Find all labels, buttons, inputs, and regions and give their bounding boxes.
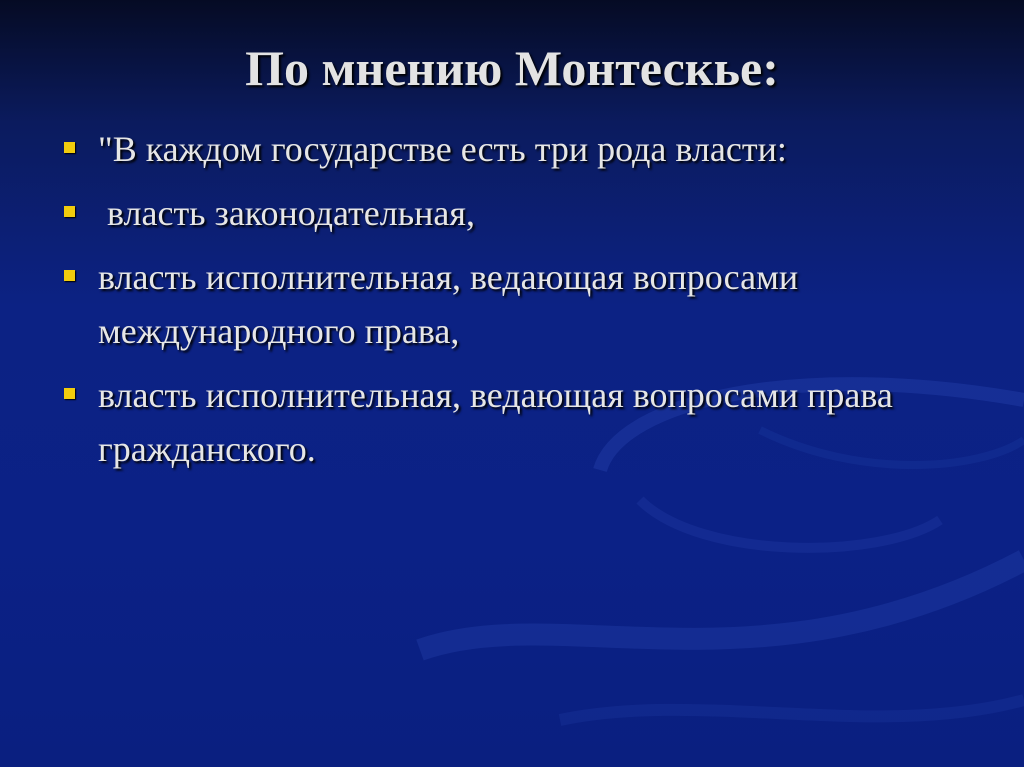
bullet-text: власть законодательная,: [98, 193, 475, 233]
square-bullet-icon: [64, 270, 75, 281]
bullet-text: "В каждом государстве есть три рода власти:: [98, 129, 787, 169]
bullet-item: [62, 122, 992, 176]
square-bullet-icon: [64, 206, 75, 217]
slide-title: По мнению Монтескье:: [245, 40, 779, 96]
bullet-item: [62, 368, 992, 476]
bullet-item: [62, 186, 992, 240]
bullet-item: [62, 250, 992, 358]
bullet-text: власть исполнительная, ведающая вопросами права гражданского.: [98, 375, 893, 469]
bullet-text: власть исполнительная, ведающая вопросами международного права,: [98, 257, 799, 351]
square-bullet-icon: [64, 142, 75, 153]
bullet-list: [62, 122, 992, 486]
square-bullet-icon: [64, 388, 75, 399]
